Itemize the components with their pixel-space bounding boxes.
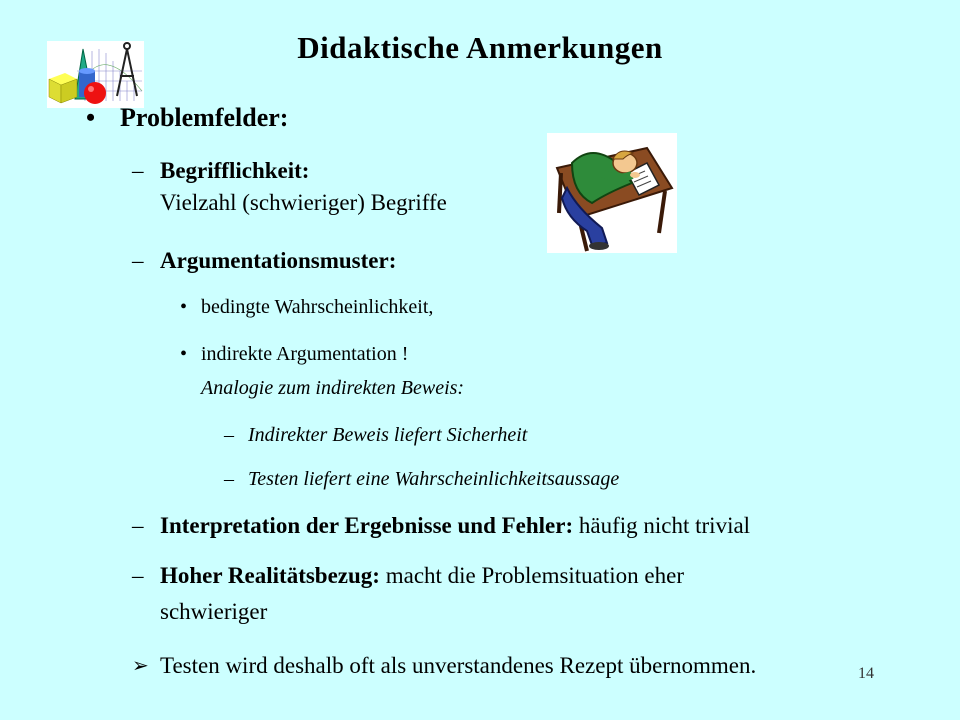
conclusion-text: Testen wird deshalb oft als unverstandenes Rezept übernommen. bbox=[160, 653, 757, 678]
argumentationsmuster-label: Argumentationsmuster: bbox=[160, 248, 397, 273]
slide-number: 14 bbox=[858, 665, 874, 682]
sub-bullet-text: indirekte Argumentation ! bbox=[201, 343, 409, 365]
bullet-symbol: • bbox=[86, 103, 96, 132]
begrifflichkeit-label: Begrifflichkeit: bbox=[160, 158, 310, 183]
conclusion-item bbox=[132, 653, 952, 679]
dash-symbol: – bbox=[224, 468, 234, 490]
dash-symbol: – bbox=[132, 158, 144, 183]
analogie-text: Analogie zum indirekten Beweis: bbox=[201, 377, 465, 399]
realitaet-text-1: macht die Problemsituation eher bbox=[379, 563, 684, 588]
interpretation-label: Interpretation der Ergebnisse und Fehler: bbox=[160, 513, 574, 538]
item-argumentationsmuster bbox=[132, 248, 732, 274]
problemfelder-heading: Problemfelder: bbox=[120, 103, 289, 132]
dash-symbol: – bbox=[132, 248, 144, 273]
dash-symbol: – bbox=[224, 424, 234, 446]
realitaet-label: Hoher Realitätsbezug: bbox=[160, 563, 380, 588]
item-realitaetsbezug bbox=[132, 563, 932, 625]
item-begrifflichkeit bbox=[132, 158, 552, 216]
begrifflichkeit-text: Vielzahl (schwieriger) Begriffe bbox=[160, 190, 447, 215]
arrow-bullet-icon: ➢ bbox=[132, 653, 149, 677]
item-interpretation bbox=[132, 513, 932, 539]
dash-symbol: – bbox=[132, 513, 144, 538]
dash-symbol: – bbox=[132, 563, 144, 588]
bullet-symbol: • bbox=[180, 296, 188, 318]
slide-title: Didaktische Anmerkungen bbox=[297, 30, 663, 65]
realitaet-text-2: schwieriger bbox=[160, 599, 268, 624]
sleeping-student-image bbox=[547, 133, 677, 253]
sub-sub-text: Testen liefert eine Wahrscheinlichkeitsaussage bbox=[248, 468, 620, 490]
bullet-symbol: • bbox=[180, 343, 188, 365]
sub-bullet-text: bedingte Wahrscheinlichkeit, bbox=[201, 296, 434, 318]
interpretation-text: häufig nicht trivial bbox=[573, 513, 751, 538]
sub-sub-text: Indirekter Beweis liefert Sicherheit bbox=[248, 424, 528, 446]
